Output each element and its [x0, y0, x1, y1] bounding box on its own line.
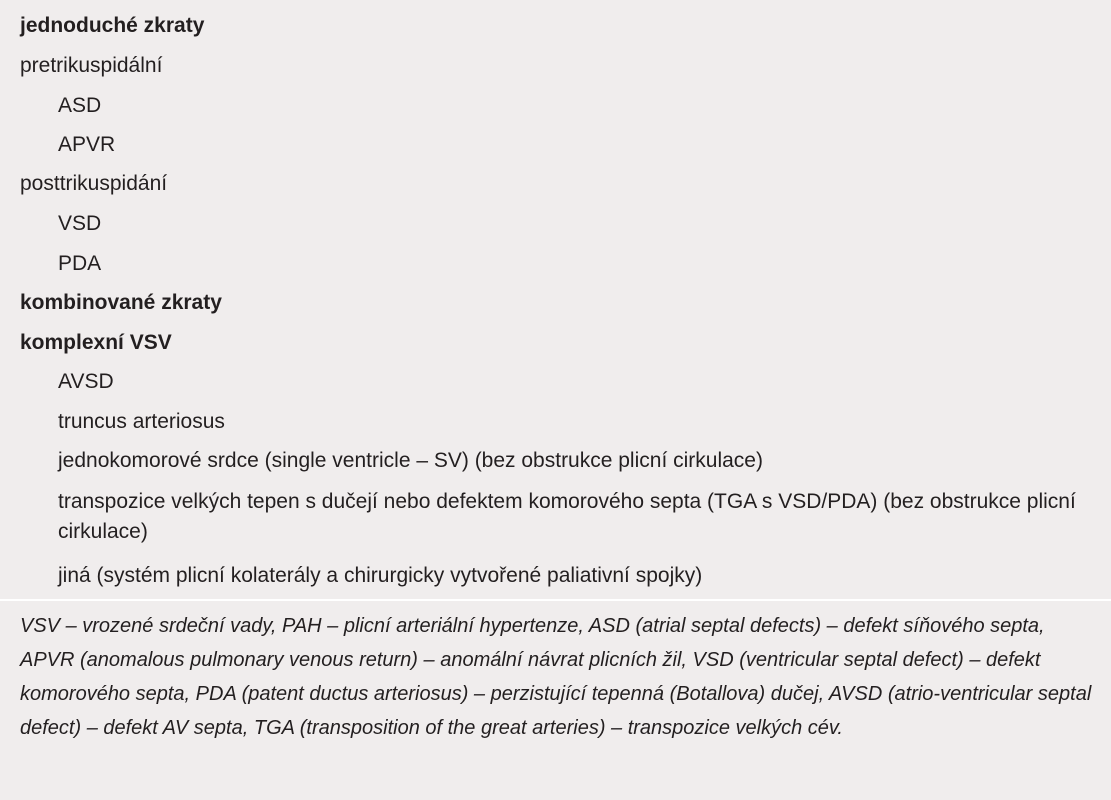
item-tga: transpozice velkých tepen s dučejí nebo defektem komorového septa (TGA s VSD/PDA) (bez obstrukce plicní cirkulace) — [58, 490, 1076, 543]
footnote-divider — [0, 599, 1111, 601]
item-asd: ASD — [58, 94, 102, 117]
item-avsd: AVSD — [58, 370, 114, 393]
heading-complex-chd: komplexní VSV — [20, 331, 172, 354]
item-pda: PDA — [58, 252, 102, 275]
item-other: jiná (systém plicní kolaterály a chirurgicky vytvořené paliativní spojky) — [58, 564, 703, 587]
item-single-ventricle: jednokomorové srdce (single ventricle – SV) (bez obstrukce plicní cirkulace) — [58, 449, 763, 472]
subheading-pretricuspid: pretrikuspidální — [20, 54, 163, 77]
subheading-posttricuspid: posttrikuspidání — [20, 172, 168, 195]
heading-combined-shunts: kombinované zkraty — [20, 291, 222, 314]
footnote-abbreviations: VSV – vrozené srdeční vady, PAH – plicní arteriální hypertenze, ASD (atrial septal defects) – defekt síňového septa, APVR (anomalous pulmonary venous return) – anomální návrat plicních žil, VSD (ventricular septal defect) – defekt komorového septa, PDA (patent ductus arteriosus) – perzistující tepenná (Botallova) dučej, AVSD (atrio-ventricular septal defect) – defekt AV septa, TGA (transposition of the great arteries) – transpozice velkých cév. — [20, 615, 1092, 739]
item-vsd: VSD — [58, 212, 102, 235]
item-truncus-arteriosus: truncus arteriosus — [58, 410, 225, 433]
heading-simple-shunts: jednoduché zkraty — [20, 14, 205, 37]
item-apvr: APVR — [58, 133, 116, 156]
